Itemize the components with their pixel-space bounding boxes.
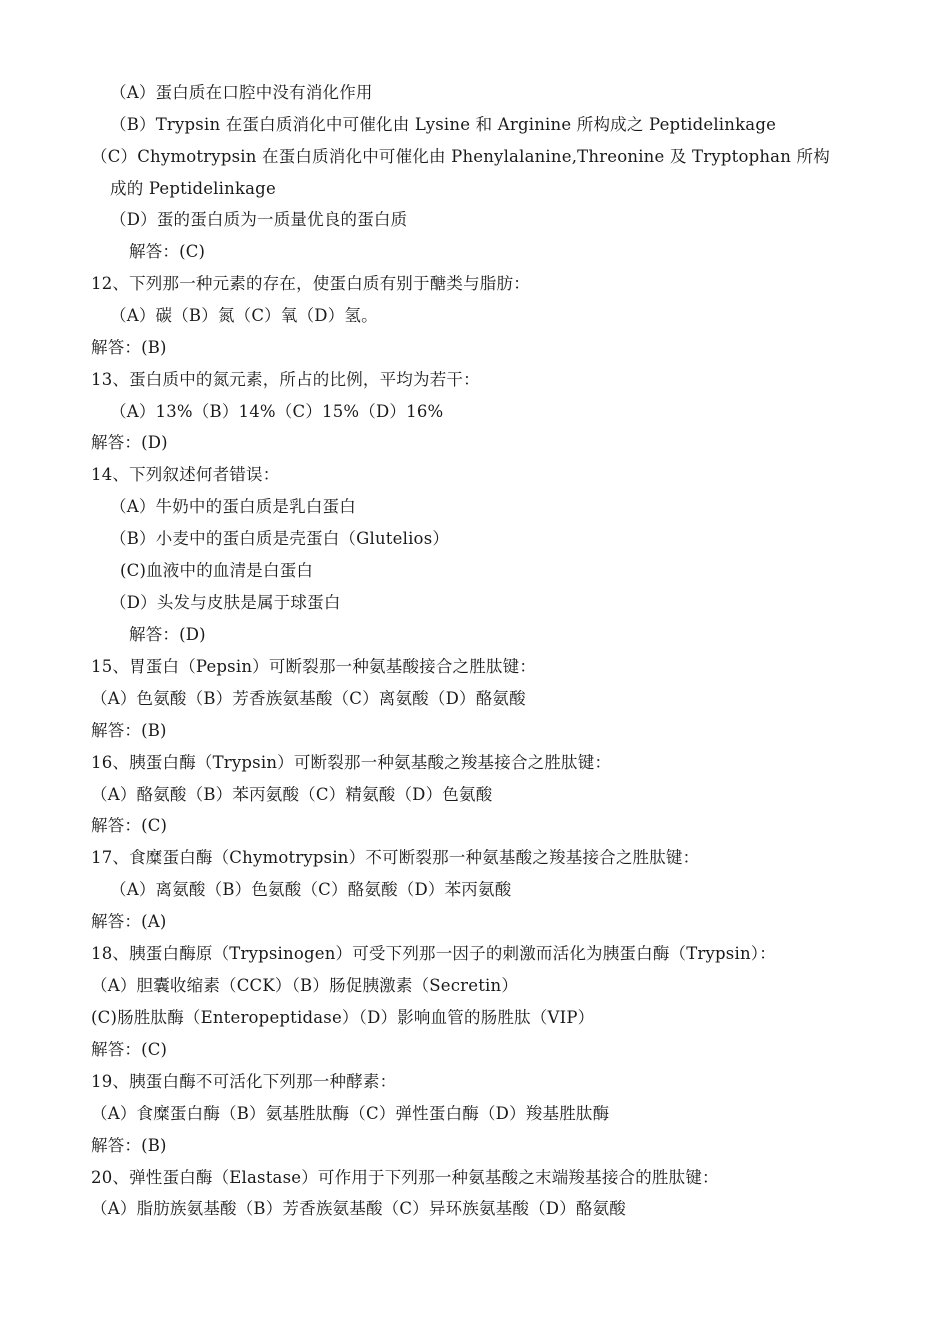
option-line: （A）离氨酸（B）色氨酸（C）酪氨酸（D）苯丙氨酸 bbox=[110, 880, 512, 899]
question-line: 18、胰蛋白酶原（Trypsinogen）可受下列那一因子的刺激而活化为胰蛋白酶（Trypsin）： bbox=[91, 944, 776, 963]
option-line: （A）食糜蛋白酶（B）氨基胜肽酶（C）弹性蛋白酶（D）羧基胜肽酶 bbox=[91, 1104, 610, 1123]
option-line: (C)肠胜肽酶（Enteropeptidase）（D）影响血管的肠胜肽（VIP） bbox=[91, 1008, 595, 1027]
option-line: （D）蛋的蛋白质为一质量优良的蛋白质 bbox=[110, 210, 408, 229]
answer-line: 解答：(A) bbox=[91, 912, 167, 931]
option-line: （B）小麦中的蛋白质是壳蛋白（Glutelios） bbox=[110, 529, 450, 548]
option-line: 成的 Peptidelinkage bbox=[110, 179, 276, 198]
answer-line: 解答：(B) bbox=[91, 338, 167, 357]
question-line: 13、蛋白质中的氮元素，所占的比例，平均为若干： bbox=[91, 370, 480, 389]
answer-line: 解答：(C) bbox=[129, 242, 206, 261]
option-line: （A）色氨酸（B）芳香族氨基酸（C）离氨酸（D）酪氨酸 bbox=[91, 689, 526, 708]
option-line: （A）牛奶中的蛋白质是乳白蛋白 bbox=[110, 497, 356, 516]
question-line: 19、胰蛋白酶不可活化下列那一种酵素： bbox=[91, 1072, 397, 1091]
question-line: 12、下列那一种元素的存在，使蛋白质有别于醣类与脂肪： bbox=[91, 274, 530, 293]
option-line: （A）13%（B）14%（C）15%（D）16% bbox=[110, 402, 444, 421]
answer-line: 解答：(C) bbox=[91, 1040, 168, 1059]
answer-line: 解答：(D) bbox=[91, 433, 168, 452]
answer-line: 解答：(D) bbox=[129, 625, 206, 644]
option-line: （A）酪氨酸（B）苯丙氨酸（C）精氨酸（D）色氨酸 bbox=[91, 785, 493, 804]
answer-line: 解答：(B) bbox=[91, 1136, 167, 1155]
option-line: （A）胆囊收缩素（CCK）（B）肠促胰激素（Secretin） bbox=[91, 976, 519, 995]
question-line: 14、下列叙述何者错误： bbox=[91, 465, 280, 484]
question-line: 20、弹性蛋白酶（Elastase）可作用于下列那一种氨基酸之末端羧基接合的胜肽键： bbox=[91, 1168, 719, 1187]
option-line: (C)血液中的血清是白蛋白 bbox=[120, 561, 314, 580]
answer-line: 解答：(B) bbox=[91, 721, 167, 740]
option-line: （A）脂肪族氨基酸（B）芳香族氨基酸（C）异环族氨基酸（D）酪氨酸 bbox=[91, 1199, 626, 1218]
option-line: （D）头发与皮肤是属于球蛋白 bbox=[110, 593, 341, 612]
option-line: （A）碳（B）氮（C）氧（D）氢。 bbox=[110, 306, 378, 325]
option-line: （A）蛋白质在口腔中没有消化作用 bbox=[110, 83, 373, 102]
option-line: （B）Trypsin 在蛋白质消化中可催化由 Lysine 和 Arginine 所构成之 Peptidelinkage bbox=[110, 115, 777, 134]
option-line: （C）Chymotrypsin 在蛋白质消化中可催化由 Phenylalanine,Threonine 及 Tryptophan 所构 bbox=[91, 147, 830, 166]
question-line: 15、胃蛋白（Pepsin）可断裂那一种氨基酸接合之胜肽键： bbox=[91, 657, 537, 676]
question-line: 17、食糜蛋白酶（Chymotrypsin）不可断裂那一种氨基酸之羧基接合之胜肽键： bbox=[91, 848, 700, 867]
question-line: 16、胰蛋白酶（Trypsin）可断裂那一种氨基酸之羧基接合之胜肽键： bbox=[91, 753, 612, 772]
answer-line: 解答：(C) bbox=[91, 816, 168, 835]
